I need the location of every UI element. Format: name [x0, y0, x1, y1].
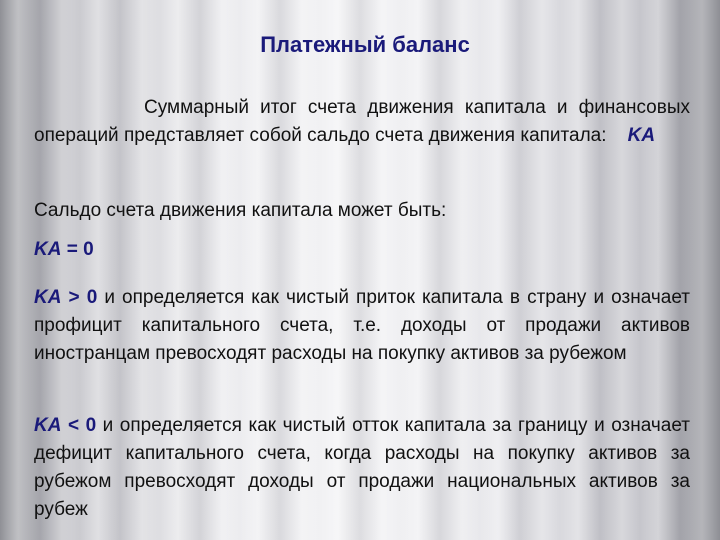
- lead-paragraph: [34, 197, 690, 225]
- intro-paragraph: [34, 94, 690, 150]
- ka-symbol: KA: [627, 125, 656, 146]
- case-zero: [34, 236, 690, 264]
- case-negative: [34, 412, 690, 524]
- case-positive-text: и определяется как чистый приток капитала в страну и означает профицит капитального счета, т.е. доходы от продажи активов иностранцам превосходят расходы на покупку активов за рубежом: [34, 287, 690, 364]
- case-positive: [34, 284, 690, 368]
- ka-symbol: KA: [34, 287, 62, 308]
- case-negative-text: и определяется как чистый отток капитала за границу и означает дефицит капитального счета, когда расходы на покупку активов за рубежом превосходят доходы от продажи национальных активов за рубеж: [34, 415, 690, 520]
- slide-title: Платежный баланс: [260, 32, 470, 57]
- relation-positive: > 0: [68, 287, 98, 308]
- intro-text: Суммарный итог счета движения капитала и финансовых операций представляет собой сальдо счета движения капитала:: [34, 97, 690, 146]
- relation-negative: < 0: [67, 415, 97, 436]
- ka-symbol: KA: [34, 239, 62, 260]
- relation-zero: = 0: [66, 239, 94, 260]
- lead-text: Сальдо счета движения капитала может быть:: [34, 200, 447, 221]
- ka-symbol: KA: [34, 415, 62, 436]
